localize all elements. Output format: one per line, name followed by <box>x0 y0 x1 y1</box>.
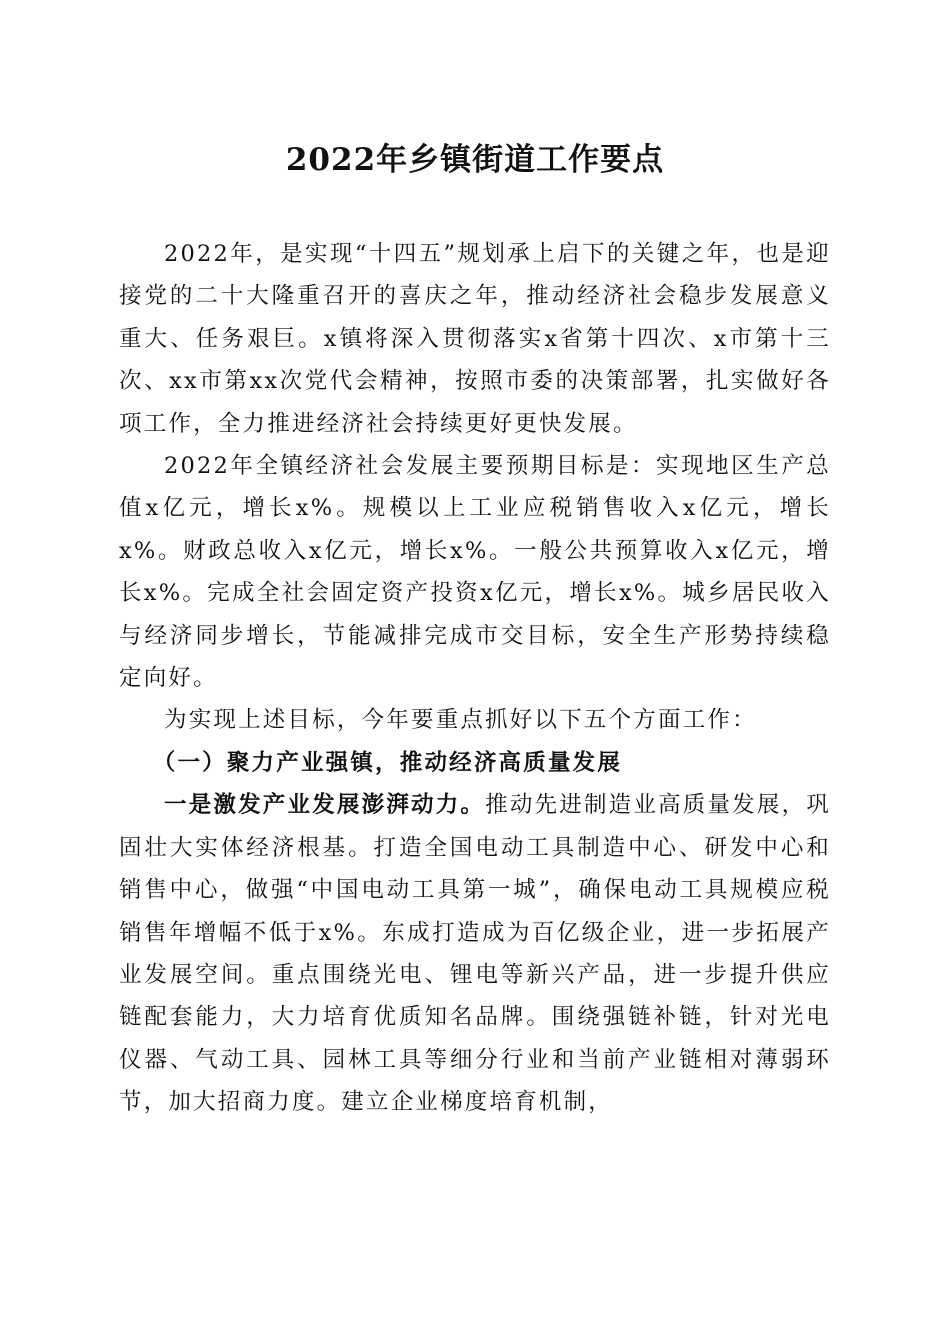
document-body <box>119 233 831 1124</box>
intro-paragraph: 2022年，是实现“十四五”规划承上启下的关键之年，也是迎接党的二十大隆重召开的喜庆之年，推动经济社会稳步发展意义重大、任务艰巨。x镇将深入贯彻落实x省第十四次、x市第十三次、xx市第xx次党代会精神，按照市委的决策部署，扎实做好各项工作，全力推进经济社会持续更好更快发展。 <box>119 241 831 437</box>
paragraph-lead: 一是激发产业发展澎湃动力。 <box>164 792 486 819</box>
section-heading: （一）聚力产业强镇，推动经济高质量发展 <box>152 749 623 776</box>
targets-paragraph: 2022年全镇经济社会发展主要预期目标是：实现地区生产总值x亿元，增长x%。规模以上工业应税销售收入x亿元，增长x%。财政总收入x亿元，增长x%。一般公共预算收入x亿元，增长x%。完成全社会固定资产投资x亿元，增长x%。城乡居民收入与经济同步增长，节能减排完成市交目标，安全生产形势持续稳定向好。 <box>119 453 831 692</box>
paragraph-body: 推动先进制造业高质量发展，巩固壮大实体经济根基。打造全国电动工具制造中心、研发中心和销售中心，做强“中国电动工具第一城”，确保电动工具规模应税销售年增幅不低于x%。东成打造成为百亿级企业，进一步拓展产业发展空间。重点围绕光电、锂电等新兴产品，进一步提升供应链配套能力，大力培育优质知名品牌。围绕强链补链，针对光电仪器、气动工具、园林工具等细分行业和当前产业链相对薄弱环节，加大招商力度。建立企业梯度培育机制， <box>119 792 831 1116</box>
page-title: 2022年乡镇街道工作要点 <box>285 142 665 178</box>
transition-paragraph: 为实现上述目标，今年要重点抓好以下五个方面工作： <box>164 707 757 734</box>
section-paragraph <box>119 784 831 1123</box>
